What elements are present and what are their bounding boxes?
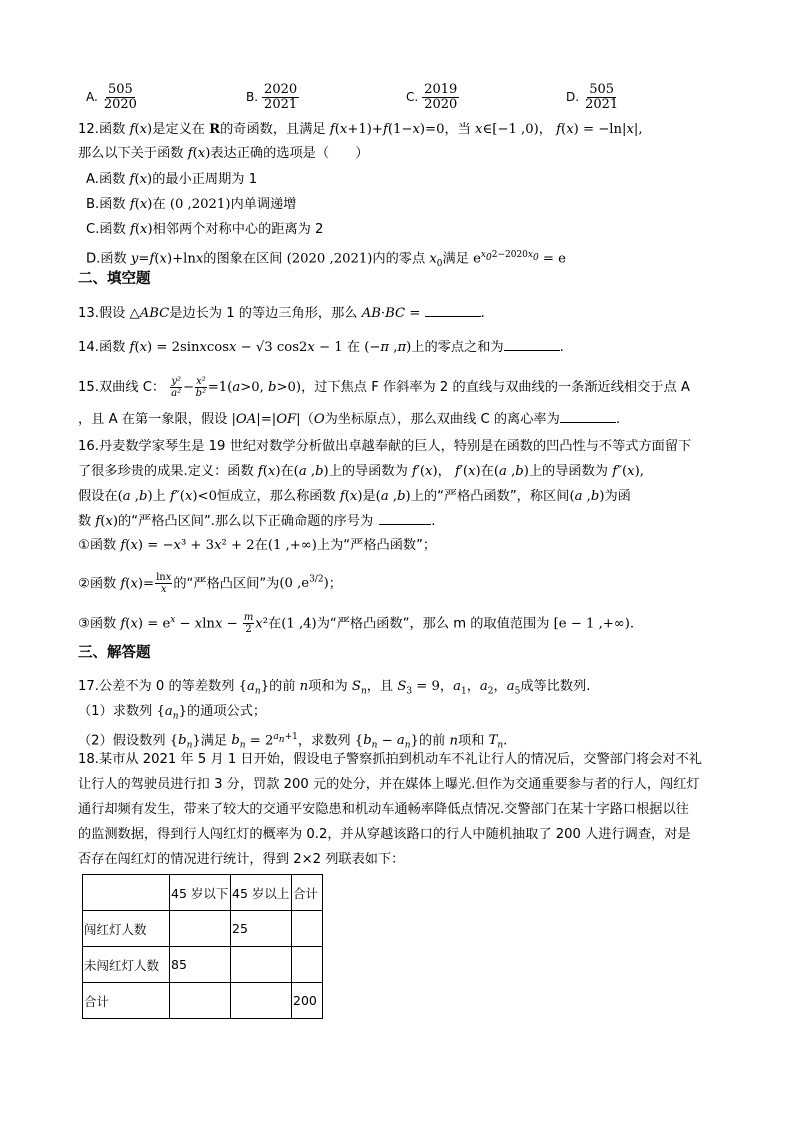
text: 为坐标原点），那么双曲线 C 的离心率为 <box>324 412 560 427</box>
table-header <box>83 875 170 911</box>
numerator: 2019 <box>424 81 458 97</box>
text: 是定义在 <box>152 122 205 137</box>
fraction <box>583 83 620 112</box>
text: 满足 <box>200 733 228 749</box>
q14: 14.函数 f(x) = 2sinxcosx − √3 cos2x − 1 在 (−π ,π)上的零点之和为 . <box>78 340 564 355</box>
q15-line1: 15.双曲线 C： $\frac{\text{y²}}{\text{a²}}$ − $\frac{\text{x²}}{\text{b²}}$ =1(a>0, b>0)，过下焦点 F 作斜率为 2 的直线与双曲线的一条渐近线相交于点 A <box>78 375 690 399</box>
text: 17.公差不为 0 的等差数列 <box>78 679 235 694</box>
q11-option-d <box>566 80 620 114</box>
denominator: 2020 <box>424 96 458 112</box>
text: C.函数 <box>86 222 126 237</box>
text: 的“严格凸区间”.那么以下正确命题的序号为 <box>118 514 374 529</box>
table-cell: 85 <box>170 947 231 983</box>
text: ③函数 <box>78 616 117 632</box>
q16-line2: 了很多珍贵的成果.定义：函数 f(x)在(a ,b)上的导函数为 f′(x)， f′(x)在(a ,b)上的导函数为 f″(x), <box>78 464 644 479</box>
q16-line1: 16.丹麦数学家琴生是 19 世纪对数学分析做出卓越奉献的巨人，特别是在函数的凹凸性与不等式方面留下 <box>78 439 692 454</box>
numerator: 2020 <box>264 81 298 97</box>
fraction: $\frac{\ln x}{x}$ <box>156 571 172 595</box>
table-row <box>83 911 323 947</box>
text: . <box>480 306 485 321</box>
text: 的最小正周期为 1 <box>152 172 258 187</box>
fraction: $\frac{m}{2}$ <box>243 611 254 635</box>
text: 上的导函数为 <box>328 464 408 479</box>
fraction <box>262 83 299 112</box>
fraction: $\frac{\text{x²}}{\text{b²}}$ <box>195 375 207 399</box>
text: ； <box>328 576 342 592</box>
text: 在 <box>280 464 294 479</box>
text: . <box>559 340 564 355</box>
table-header: 45 岁以上 <box>231 875 292 911</box>
text: 在 <box>268 616 282 632</box>
q16-statement-2: ②函数 f(x)= $\frac{\ln x}{x}$ 的“严格凸区间”为(0 $,e^{3/2}$)； <box>78 571 342 595</box>
text: 15.双曲线 C： <box>78 380 166 395</box>
q17-part2: （2）假设数列 $\{b_n\}$满足 $b_n = 2^{a_n+1}$，求数列 $\{b_n - a_n\}$的前 n项和 $T_n$. <box>78 732 508 752</box>
text: B.函数 <box>86 197 126 212</box>
text: 14.函数 <box>78 340 126 355</box>
q18-line4: 的监测数据，得到行人闯红灯的概率为 0.2，并从穿越该路口的行人中随机抽取了 200 人进行调查，对是 <box>78 827 691 842</box>
text: ， <box>538 122 552 137</box>
table-row <box>83 983 323 1019</box>
q18-line5: 否存在闯红灯的情况进行统计，得到 2×2 列联表如下： <box>78 852 405 867</box>
q18-line2: 让行人的驾驶员进行扣 3 分，罚款 200 元的处分，并在媒体上曝光.但作为交通重要参与者的行人，闯红灯 <box>78 777 700 792</box>
text: 为“严格凸函数”，那么 m 的取值范围为 <box>316 616 550 632</box>
q18-line3: 通行却频有发生，带来了较大的交通平安隐患和机动车通畅率降低点情况.交警部门在某十字路口根据以往 <box>78 802 689 817</box>
text: 相邻两个对称中心的距离为 2 <box>152 222 324 237</box>
q12-stem: 12.函数 f(x)是定义在 R的奇函数，且满足 f(x+1)+f(1−x)=0，当 x∈[−1 ,0)， f(x) = −ln|x|, <box>78 122 643 137</box>
text: 内单调递增 <box>230 197 297 212</box>
text: ②函数 <box>78 576 117 592</box>
text: . <box>615 412 621 427</box>
text: ，且 A 在第一象限，假设 <box>78 412 228 427</box>
table-header-row <box>83 875 323 911</box>
fraction <box>102 83 139 112</box>
section-heading-solve: 三、解答题 <box>78 645 151 661</box>
text: ，当 <box>444 122 471 137</box>
text: 假设在 <box>78 489 118 504</box>
text: 的前 <box>418 733 446 749</box>
text: ， <box>437 464 451 479</box>
text: 上的导函数为 <box>528 464 608 479</box>
text: 的前 <box>269 679 296 694</box>
q12-option-c: C.函数 f(x)相邻两个对称中心的距离为 2 <box>86 222 324 237</box>
text: 项和 <box>458 733 485 749</box>
option-label: D. <box>566 90 580 104</box>
q16-line3: 假设在(a ,b)上 f″(x)<0恒成立，那么称函数 f(x)是(a ,b)上的“严格凸函数”，称区间(a ,b)为函 <box>78 489 631 504</box>
table-header: 合计 <box>292 875 323 911</box>
q13: 13.假设 △ABC是边长为 1 的等边三角形，那么 AB·BC = . <box>78 306 485 321</box>
text: 是边长为 1 的等边三角形，那么 <box>169 306 358 321</box>
q15-line2: ，且 A 在第一象限，假设 |OA|=|OF|（O为坐标原点），那么双曲线 C 的离心率为 . <box>78 412 621 427</box>
table-cell: 合计 <box>83 983 170 1019</box>
text: 在 <box>480 464 494 479</box>
numerator: 505 <box>589 81 615 97</box>
text: 为函 <box>604 489 631 504</box>
text: 满足 <box>442 251 469 267</box>
text: 在 <box>346 340 361 355</box>
text: （2）假设数列 <box>78 733 166 749</box>
q17-line1: 17.公差不为 0 的等差数列 $\{a_n\}$的前 n项和为 $S_n$，且 $S_3 = 9$，$a_1$，$a_2$，$a_5$成等比数列. <box>78 679 591 697</box>
section-heading-fill-in: 二、填空题 <box>78 271 151 287</box>
text: ，且 <box>366 679 394 694</box>
answer-blank[interactable] <box>560 410 616 423</box>
numerator: 505 <box>107 81 133 97</box>
text: 那么以下关于函数 <box>78 146 184 161</box>
text: ，求数列 <box>297 733 351 749</box>
table-cell <box>231 947 292 983</box>
answer-blank[interactable] <box>379 512 431 525</box>
fraction: $\frac{\text{y²}}{\text{a²}}$ <box>171 375 182 399</box>
answer-blank[interactable] <box>504 338 560 351</box>
q11-option-a <box>86 80 139 114</box>
text: 成等比数列. <box>520 679 591 694</box>
table-cell: 未闯红灯人数 <box>83 947 170 983</box>
text: A.函数 <box>86 172 126 187</box>
q12-option-d: D.函数 y=f(x)+lnx的图象在区间 (2020 ,2021)内的零点 $x_0$满足 $e^{x_02-2020x_0} = e$ <box>86 250 566 270</box>
text: ， <box>439 679 454 694</box>
q11-option-c <box>406 80 459 114</box>
q16-line4: 数 f(x)的“严格凸区间”.那么以下正确命题的序号为 . <box>78 514 436 529</box>
q17-part1: （1）求数列 $\{a_n\}$的通项公式； <box>78 704 267 722</box>
text: 上的“严格凸函数”，称区间 <box>410 489 570 504</box>
contingency-table <box>82 874 323 1019</box>
option-label: B. <box>246 90 259 104</box>
table-cell <box>292 911 323 947</box>
table-row <box>83 947 323 983</box>
text: 的图象在区间 <box>203 251 283 267</box>
answer-blank[interactable] <box>425 304 481 317</box>
text: 在 <box>254 538 268 553</box>
text: 恒成立，那么称函数 <box>216 489 336 504</box>
text: 上为“严格凸函数”； <box>316 538 437 553</box>
text: 13.假设 <box>78 306 126 321</box>
q12-option-a: A.函数 f(x)的最小正周期为 1 <box>86 172 258 187</box>
table-header: 45 岁以下 <box>170 875 231 911</box>
text: （ <box>300 412 314 427</box>
text: ，过下焦点 F 作斜率为 2 的直线与双曲线的一条渐近线相交于点 A <box>301 380 690 395</box>
table-cell <box>231 983 292 1019</box>
text: 了很多珍贵的成果.定义：函数 <box>78 464 254 479</box>
table-cell <box>292 947 323 983</box>
q12-option-b: B.函数 f(x)在 (0 ,2021)内单调递增 <box>86 197 297 212</box>
table-cell: 25 <box>231 911 292 947</box>
text: 上的零点之和为 <box>411 340 504 355</box>
denominator: 2020 <box>103 96 137 112</box>
option-label: A. <box>86 90 98 104</box>
q11-option-b <box>246 80 299 114</box>
text: 上 <box>152 489 166 504</box>
text: 的“严格凸区间”为 <box>173 576 280 592</box>
question-number: 12. <box>78 122 99 137</box>
text: . <box>431 514 436 529</box>
text: 项和为 <box>308 679 348 694</box>
q16-statement-3: ③函数 $f(x) = e^x - xlnx$ − $\frac{m}{2}$ x²在(1 ,4)为“严格凸函数”，那么 m 的取值范围为 [e − 1 ,+∞). <box>78 611 635 635</box>
text: 是 <box>362 489 376 504</box>
text: 在 <box>152 197 166 212</box>
text: （1）求数列 <box>78 704 153 719</box>
text: 数 <box>78 514 92 529</box>
text: 的通项公式； <box>186 704 267 719</box>
text: D.函数 <box>86 251 127 267</box>
text: 的奇函数，且满足 <box>220 122 326 137</box>
text: 函数 <box>98 122 126 137</box>
table-cell <box>170 983 231 1019</box>
q16-statement-1: ①函数 f(x) = −x³ + 3x² + 2在(1 ,+∞)上为“严格凸函数”； <box>78 538 437 553</box>
q18-line1: 18.某市从 2021 年 5 月 1 日开始，假设电子警察抓拍到机动车不礼让行人的情况后，交警部门将会对不礼 <box>78 752 702 767</box>
q12-line2: 那么以下关于函数 f(x)表达正确的选项是（ ） <box>78 146 369 161</box>
denominator: 2021 <box>264 96 298 112</box>
text: 表达正确的选项是（ ） <box>210 146 369 161</box>
option-label: C. <box>406 90 419 104</box>
text: ， <box>493 679 507 694</box>
fraction <box>422 83 459 112</box>
denominator: 2021 <box>585 96 619 112</box>
table-cell: 200 <box>292 983 323 1019</box>
text: 内的零点 <box>372 251 426 267</box>
text: ， <box>466 679 480 694</box>
table-cell <box>170 911 231 947</box>
text: ①函数 <box>78 538 117 553</box>
table-cell: 闯红灯人数 <box>83 911 170 947</box>
